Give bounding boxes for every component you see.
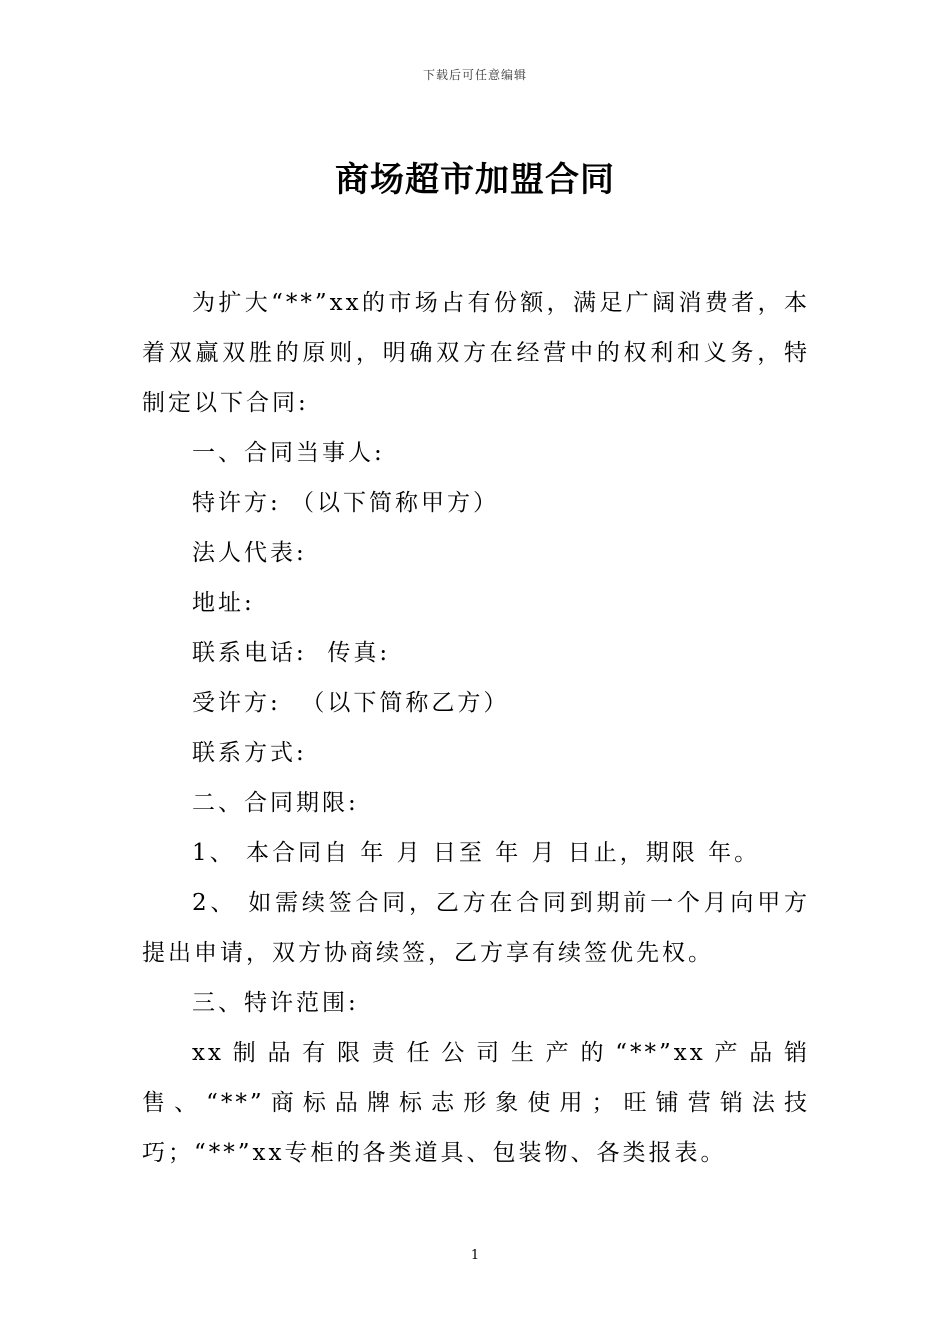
- section-heading-scope: 三、特许范围:: [192, 990, 359, 1016]
- document-title: 商场超市加盟合同: [335, 160, 615, 200]
- paragraph-franchisor: 特许方: （以下简称甲方）: [192, 490, 500, 516]
- paragraph-contact: 联系方式:: [192, 740, 307, 766]
- section-heading-term: 二、合同期限:: [192, 790, 359, 816]
- paragraph-term-2: 2、 如需续签合同，乙方在合同到期前一个月向甲方提出申请，双方协商续签，乙方享有续签优先权。: [142, 890, 810, 966]
- document-body: [142, 278, 810, 1178]
- paragraph-address: 地址:: [192, 590, 255, 616]
- section-heading-parties: 一、合同当事人:: [192, 440, 385, 466]
- paragraph-legal-rep: 法人代表:: [192, 540, 307, 566]
- paragraph-scope: xx制品有限责任公司生产的“**”xx产品销售、“**”商标品牌标志形象使用；旺铺营销法技巧；“**”xx专柜的各类道具、包装物、各类报表。: [142, 1040, 810, 1166]
- page-number: 1: [470, 1248, 480, 1263]
- paragraph-intro: 为扩大“**”xx的市场占有份额，满足广阔消费者，本着双赢双胜的原则，明确双方在经营中的权利和义务，特制定以下合同:: [142, 290, 810, 416]
- paragraph-term-1: 1、 本合同自 年 月 日至 年 月 日止，期限 年。: [192, 840, 761, 866]
- paragraph-phone-fax: 联系电话: 传真:: [192, 640, 391, 666]
- paragraph-franchisee: 受许方: （以下简称乙方）: [192, 690, 510, 716]
- header-note: 下载后可任意编辑: [422, 68, 527, 82]
